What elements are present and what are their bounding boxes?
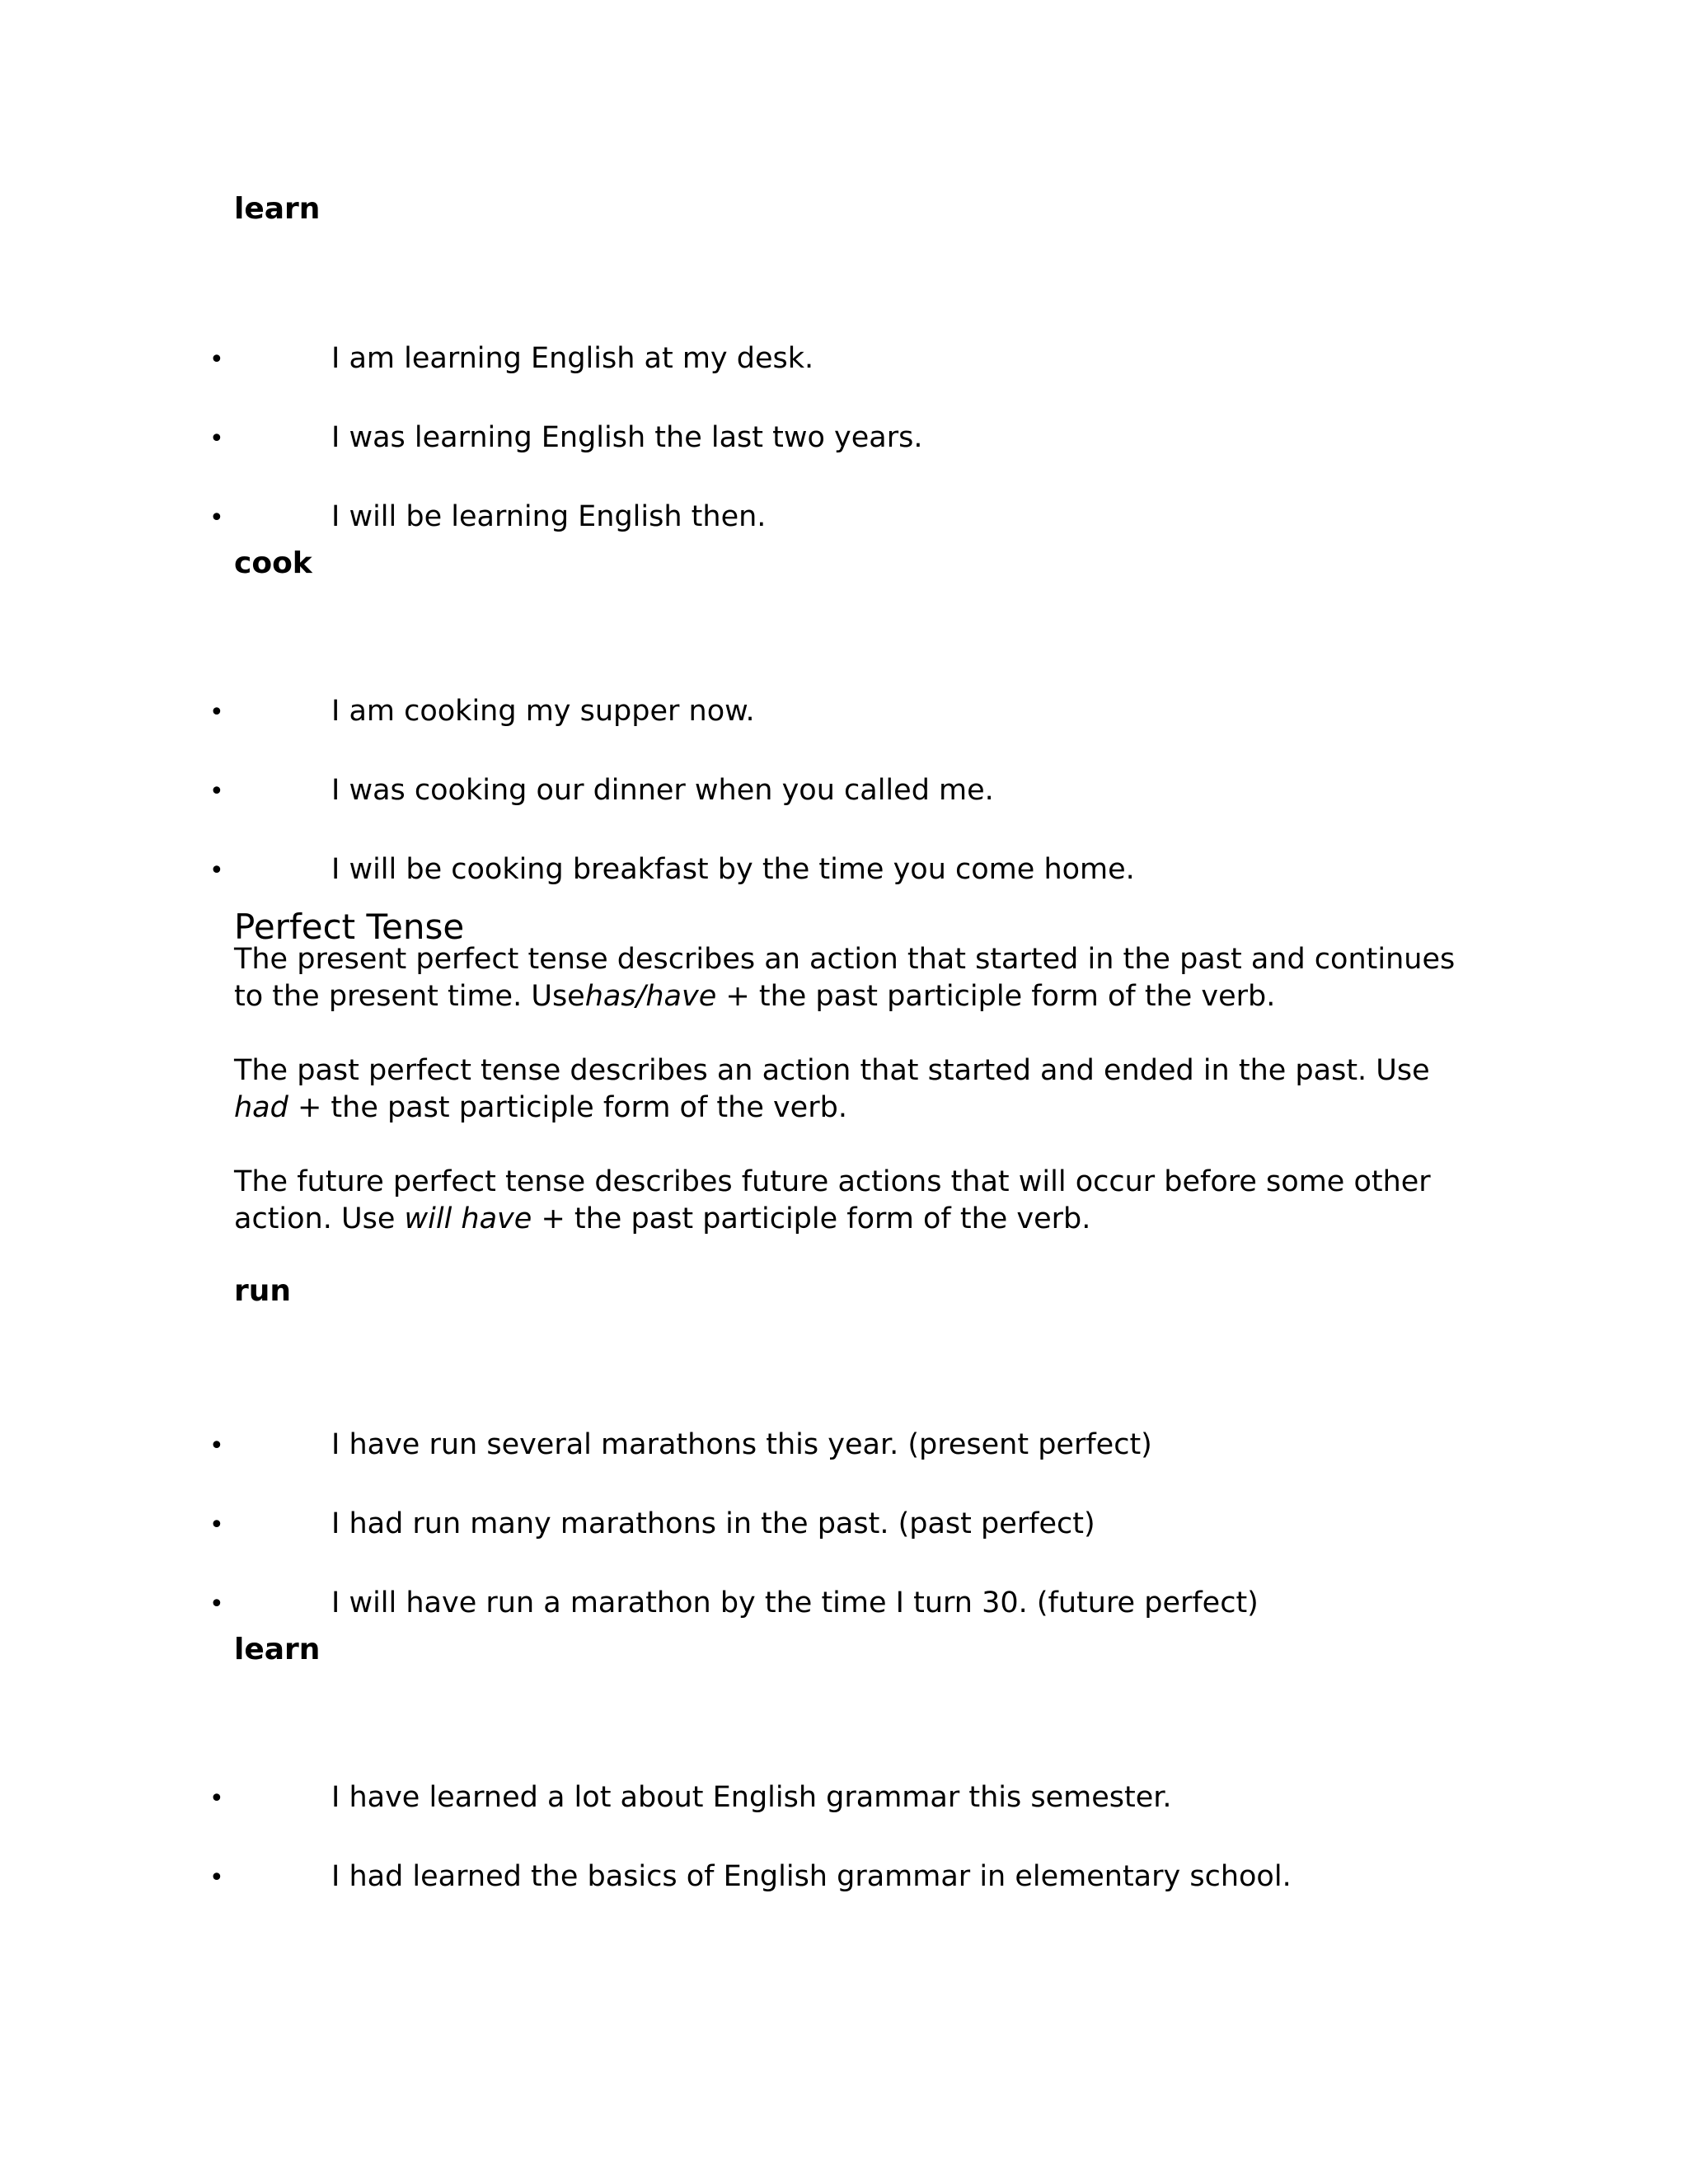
- section-heading-cook: cook: [234, 546, 312, 580]
- bullet-icon: •: [209, 698, 224, 727]
- bullet-icon: •: [209, 856, 224, 885]
- list-item: [209, 1506, 1095, 1544]
- bullet-icon: •: [209, 1511, 224, 1540]
- paragraph-text: + the past participle form of the verb.: [716, 980, 1276, 1013]
- list-item-text: I am cooking my supper now.: [331, 695, 755, 728]
- paragraph-text: The future perfect tense describes future actions that will occur before some other action. Use: [234, 1165, 1431, 1235]
- bullet-icon: •: [209, 777, 224, 806]
- list-item: [209, 1858, 1292, 1896]
- paragraph-emphasis: has/have: [584, 980, 717, 1013]
- bullet-icon: •: [209, 1590, 224, 1619]
- bullet-icon: •: [209, 504, 224, 532]
- list-item-text: I have learned a lot about English grammar this semester.: [331, 1781, 1172, 1814]
- paragraph-emphasis: had: [234, 1091, 288, 1124]
- paragraph-text: The present perfect tense describes an action that started in the past and continues to the present time. Use: [234, 943, 1456, 1013]
- list-item-text: I was cooking our dinner when you called me.: [331, 774, 994, 807]
- list-item-text: I had learned the basics of English grammar in elementary school.: [331, 1860, 1292, 1893]
- section-heading-learn: learn: [234, 192, 321, 226]
- list-item: [209, 1427, 1152, 1465]
- bullet-icon: •: [209, 345, 224, 374]
- list-item: [209, 772, 994, 810]
- section-title-perfect-tense: Perfect Tense: [234, 907, 465, 947]
- list-item-text: I will have run a marathon by the time I turn 30. (future perfect): [331, 1586, 1259, 1619]
- bullet-icon: •: [209, 1784, 224, 1813]
- paragraph-emphasis: will have: [404, 1202, 532, 1235]
- list-item-text: I was learning English the last two years.: [331, 421, 923, 454]
- list-item: [209, 851, 1135, 889]
- paragraph-text: + the past participle form of the verb.: [532, 1202, 1091, 1235]
- list-item: [209, 693, 755, 731]
- list-item: [209, 419, 922, 457]
- bullet-icon: •: [209, 424, 224, 453]
- paragraph-past-perfect: [234, 1052, 1470, 1127]
- list-item-text: I am learning English at my desk.: [331, 342, 814, 375]
- paragraph-future-perfect: [234, 1164, 1470, 1238]
- bullet-icon: •: [209, 1432, 224, 1460]
- list-item-text: I will be learning English then.: [331, 500, 767, 533]
- list-item-text: I will be cooking breakfast by the time you come home.: [331, 853, 1135, 886]
- list-item: [209, 1779, 1172, 1817]
- list-item: [209, 340, 814, 378]
- paragraph-text: + the past participle form of the verb.: [288, 1091, 847, 1124]
- section-heading-learn-2: learn: [234, 1633, 321, 1666]
- list-item-text: I had run many marathons in the past. (past perfect): [331, 1507, 1095, 1540]
- list-item: [209, 499, 766, 537]
- paragraph-text: The past perfect tense describes an action that started and ended in the past. Use: [234, 1054, 1430, 1087]
- list-item: [209, 1585, 1259, 1623]
- bullet-icon: •: [209, 1863, 224, 1892]
- paragraph-present-perfect: [234, 941, 1470, 1015]
- section-heading-run: run: [234, 1274, 292, 1308]
- list-item-text: I have run several marathons this year. (present perfect): [331, 1428, 1152, 1461]
